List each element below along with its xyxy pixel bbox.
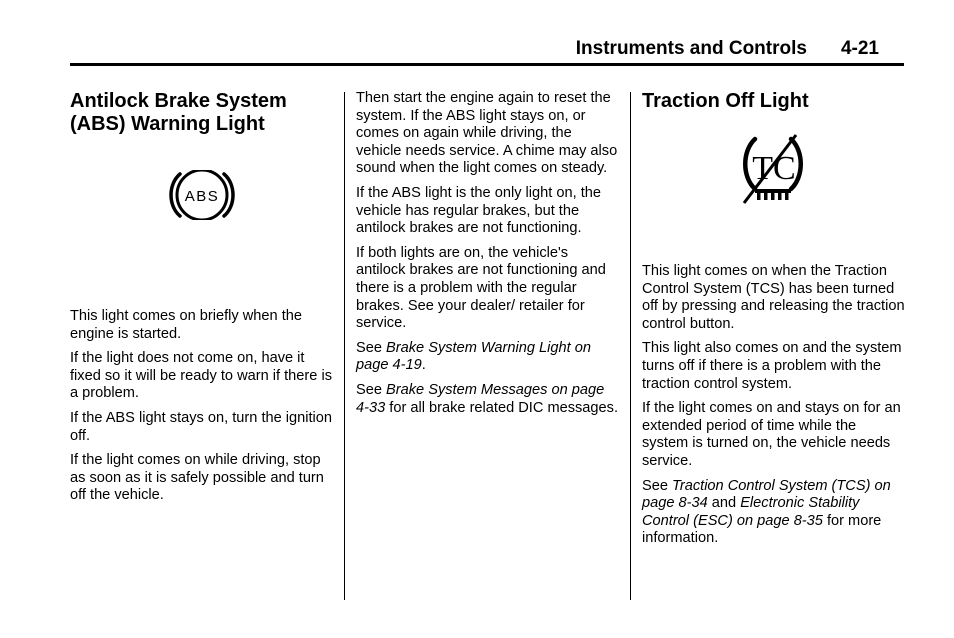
column-divider bbox=[344, 92, 345, 600]
cross-reference-link[interactable]: Traction Control System (TCS) on page 8-34 bbox=[642, 477, 891, 512]
paragraph: If the ABS light stays on, turn the ignition off. bbox=[70, 409, 333, 444]
traction-off-icon bbox=[738, 131, 808, 207]
see-reference bbox=[642, 478, 906, 548]
paragraph: If the light does not come on, have it fixed so it will be ready to warn if there is a problem. bbox=[70, 350, 332, 402]
see-prefix: See bbox=[356, 339, 387, 356]
cross-reference-link[interactable]: Brake System Warning Light on page 4-19 bbox=[356, 339, 591, 374]
column-traction bbox=[642, 90, 906, 555]
tc-icon-area bbox=[642, 113, 906, 241]
see-suffix: for more information. bbox=[642, 512, 882, 547]
cross-reference-link[interactable]: Brake System Messages on page 4-33 bbox=[356, 381, 605, 416]
paragraph: If the light comes on while driving, stop as soon as it is safely possible and turn off the vehicle. bbox=[70, 452, 324, 504]
page-header bbox=[576, 38, 879, 60]
see-mid: and bbox=[707, 495, 741, 512]
see-prefix: See bbox=[642, 477, 673, 494]
header-divider bbox=[70, 63, 904, 66]
column-abs-continued bbox=[356, 90, 618, 424]
paragraph: If the light comes on and stays on for an extended period of time while the system is turned on, the vehicle needs service. bbox=[642, 400, 901, 469]
section-heading-abs: Antilock Brake System (ABS) Warning Light bbox=[70, 90, 287, 135]
see-prefix: See bbox=[356, 381, 387, 398]
paragraph: If the ABS light is the only light on, the vehicle has regular brakes, but the antilock brakes are not functioning. bbox=[356, 184, 602, 237]
column-abs bbox=[70, 90, 338, 512]
paragraph: This light comes on when the Traction Control System (TCS) has been turned off by pressing and releasing the traction control button. bbox=[642, 263, 905, 332]
see-suffix: for all brake related DIC messages. bbox=[385, 399, 619, 416]
paragraph: This light also comes on and the system turns off if there is a problem with the traction control system. bbox=[642, 340, 902, 392]
see-suffix: . bbox=[421, 357, 426, 374]
column-divider bbox=[630, 92, 631, 600]
paragraph: This light comes on briefly when the engine is started. bbox=[70, 308, 302, 342]
abs-warning-icon bbox=[166, 170, 238, 220]
paragraph: Then start the engine again to reset the system. If the ABS light stays on, or comes on again while driving, the vehicle needs service. A chime may also sound when the light comes on steady. bbox=[356, 90, 618, 177]
section-heading-traction: Traction Off Light bbox=[642, 90, 809, 112]
page-number: 4-21 bbox=[840, 38, 879, 59]
cross-reference-link[interactable]: Electronic Stability Control (ESC) on page 8-35 bbox=[642, 495, 860, 529]
paragraph: If both lights are on, the vehicle's antilock brakes are not functioning and there is a problem with the regular brakes. See your dealer/ retailer for service. bbox=[356, 244, 606, 332]
section-title: Instruments and Controls bbox=[575, 38, 807, 59]
see-reference bbox=[356, 340, 618, 375]
see-reference bbox=[356, 382, 618, 417]
abs-icon-area bbox=[70, 136, 338, 254]
abs-icon-text: ABS bbox=[184, 188, 220, 205]
tc-icon-text: TC bbox=[752, 150, 796, 187]
